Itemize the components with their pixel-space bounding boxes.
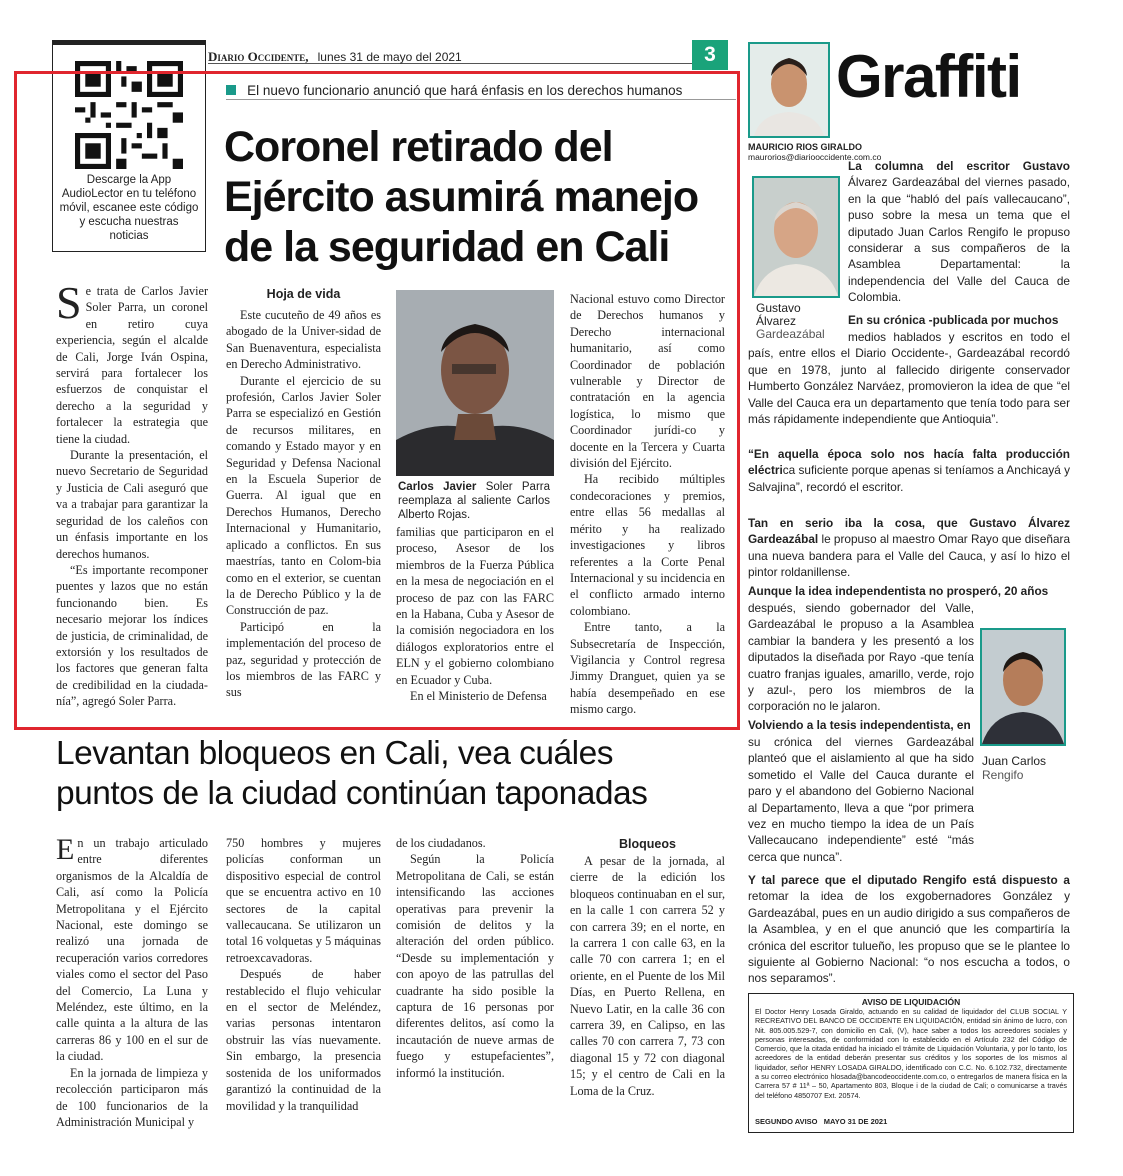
juan-carlos-photo (980, 628, 1066, 746)
photo-caption (398, 480, 550, 522)
paragraph: de los ciudadanos. (396, 836, 486, 850)
main-column-4 (570, 291, 725, 721)
graffiti-paragraph (748, 446, 1070, 495)
paragraph: Ha recibido múltiples condecoraciones y premios, entre ellas 56 medallas al mérito y ha realizado investigaciones y libros referentes a la Corte Penal Internacional y su incidencia en el conflicto armado interno colombiano. (570, 472, 725, 618)
photo-caption-bold: Carlos Javier (398, 481, 477, 493)
graffiti-title: Graffiti (836, 43, 1021, 110)
graffiti-paragraph (748, 583, 1070, 599)
graffiti-text: su crónica del viernes Gardeazábal planteó que el aislamiento al que ha sido sometido el Valle del Cauca durante el paro y el abandono del Gobierno Nacional al Departamento, lleva a que “por primera vez en mucho tiempo la idea de un País Vallecaucano independiente” esté “más cerca que nunca”. (748, 735, 974, 864)
graffiti-author-name: MAURICIO RIOS GIRALDO (748, 142, 862, 152)
kicker (226, 80, 736, 100)
graffiti-author-photo (748, 42, 830, 138)
notice-title: AVISO DE LIQUIDACIÓN (861, 997, 961, 1007)
graffiti-text: retomar la idea de los exgobernadores González y Gardeazábal, pues en un audio dirigido a sus compañeros de la Asamblea, y en el que anunció que les compartiría la crónica del escritor tulueño, les propuso que se le plantee lo siguiente al Gobierno Nacional: “o nos escucha a todos, o nos separamos”. (748, 889, 1071, 986)
second-column-3 (396, 835, 554, 1135)
paragraph: En la jornada de limpieza y recolección participaron más de 100 funcionarios de la Administración Municipal y (56, 1065, 208, 1129)
graffiti-text: medios hablados y escritos en todo el país, entre ellos el Diario Occidente-, Gardeazábal recordó que en 1978, junto al fallecido dirigente conservador Humberto González Narváez, promovieron la idea de que “el Valle del Cauca era un departamento que tenía todo para ser más rápidamente independiente que Antioquia”. (748, 330, 1070, 427)
legal-notice (748, 993, 1074, 1133)
page-number-badge: 3 (692, 40, 728, 70)
graffiti-paragraph (848, 158, 1070, 306)
second-headline-line: Levantan bloqueos en Cali, vea cuáles (56, 735, 613, 772)
issue-date: lunes 31 de mayo del 2021 (317, 50, 462, 64)
photo-caption-name: Gustavo Álvarez (756, 301, 801, 328)
qr-caption: Descarge la App AudioLector en tu teléfono móvil, escanee este código y escucha nuestras noticias (59, 174, 199, 242)
graffiti-text: le propuso al maestro Omar Rayo que diseñara una nueva bandera para el Valle del Cauca, y así lo hizo el pintor roldanillense. (748, 532, 1070, 580)
paragraph: Participó en la implementación del proceso de paz, seguridad y protección de los miembros de las FARC y sus (226, 619, 381, 700)
paragraph: 750 hombres y mujeres policías conforman un dispositivo especial de control que se encuentra activo en 10 sectores de la capital vallecaucana. Se utilizaron un total 16 volquetas y 5 máquinas retroexcavadoras. (226, 836, 381, 965)
graffiti-paragraph (748, 734, 1070, 865)
photo-caption-text: Soler Parra reemplaza al saliente Carlos Alberto Rojas. (398, 481, 550, 521)
graffiti-paragraph (748, 515, 1070, 581)
main-column-2 (226, 287, 381, 721)
lead-in: Tan en serio iba la cosa, que Gustavo Álvarez Gardeazábal (748, 516, 1070, 547)
notice-body: El Doctor Henry Losada Giraldo, actuando en su calidad de liquidador del CLUB SOCIAL Y RECREATIVO DEL BANCO DE OCCIDENTE EN LIQUIDACIÓN, entidad sin ánimo de lucro, con Nit. 805.005.529-7, con domicilio en Cali, (V), hace saber a todos los acreedores sociales y personas interesadas, de conformidad con lo establecido en el Artículo 232 del Código de Comercio, que la citada entidad ha iniciado el trámite de Liquidación Voluntaria, y por lo tanto, los acreedores de la entidad deberán presentar sus créditos y los soportes de los mismos al liquidador, señor HENRY LOSADA GIRALDO, identificado con C.C. No. 6.102.732, directamente a su correo electrónico hlosada@bancodeoccidente.com.co, o entregarlos de manera física en la Carrera 57 # 11ª – 50, Apartamento 803, Bloque i de la ciudad de Cali; o comunicarse a través del teléfono 4850707 Ext. 20574. (755, 1007, 1067, 1100)
portrait-photo (396, 290, 554, 476)
lead-in: Aunque la idea independentista no prosperó, 20 años (748, 584, 1049, 598)
second-column-1 (56, 835, 208, 1135)
paragraph: Entre tanto, a la Subsecretaría de Inspección, Vigilancia y Control regresa Jimmy Dranguet, quien ya se había desempeñado en ese mismo cargo. (570, 620, 725, 717)
main-headline-line: Ejército asumirá manejo (224, 173, 699, 221)
person-photo-icon (396, 290, 554, 476)
author-photo-icon (750, 44, 828, 136)
graffiti-paragraph (748, 717, 974, 733)
section-subhead: Bloqueos (619, 837, 676, 851)
gustavo-photo (752, 176, 840, 298)
paper-name: Diario Occidente, (208, 49, 309, 64)
paragraph: Nacional estuvo como Director de Derechos humanos y Derecho internacional humanitario, así como Coordinador de población vulnerable y Director de contratación en la agencia logística, lo mismo que Coordinador jurídi-co y docente en la Tercera y Cuarta división del Ejército. (570, 292, 725, 471)
masthead (208, 46, 708, 64)
graffiti-paragraph (748, 872, 1070, 987)
main-column-3 (396, 524, 554, 721)
second-column-2 (226, 835, 381, 1135)
main-headline-line: de la seguridad en Cali (224, 223, 670, 271)
paragraph: n un trabajo articulado entre diferentes organismos de la Alcaldía de Cali, así como la Policía Metropolitana y el Ejército Nacional, este domingo se realizó una jornada de recuperación varios corredores viales como el sector del Paso del Comercio, La Luna y Meléndez, este último, en la calle quinta a la altura de las carreras 86 y 100 en el sur de la ciudad. (56, 836, 208, 1064)
lead-in: La columna del escritor Gustavo (848, 159, 1070, 173)
lead-in: Y tal parece que el diputado Rengifo está dispuesto a (748, 873, 1070, 887)
drop-cap: S (56, 277, 82, 328)
second-headline-line: puntos de la ciudad continúan taponadas (56, 775, 648, 812)
person-photo-icon (982, 630, 1064, 744)
section-subhead: Hoja de vida (266, 287, 341, 301)
paragraph: Este cucuteño de 49 años es abogado de la Univer-sidad de San Buenaventura, especialista en Derecho Administrativo. (226, 308, 381, 372)
drop-cap: E (56, 833, 75, 866)
paragraph: e trata de Carlos Javier Soler Parra, un coronel en retiro cuya experiencia, según el alcalde de Cali, Jorge Iván Ospina, servirá para fortalecer los esfuerzos de conquistar el derecho a la seguridad y fortalecer la estrategia que tiene la ciudad. (56, 284, 208, 446)
graffiti-text: después, siendo gobernador del Valle, Gardeazábal le propuso a la Asamblea cambiar la bandera y les presentó a los diputados la diseñada por Rayo -que tenía cuatro franjas iguales, amarillo, verde, rojo y azul-, pero los miembros de la corporación no le jalaron. (748, 601, 974, 714)
graffiti-author-email: maurorios@diariooccidente.com.co (748, 152, 882, 162)
paragraph: “Es importante recomponer puentes y lazos que no están funcionando bien. Es necesario mejorar los índices de justicia, de criminalidad, de extorsión y los resultados de los factores que generan falta de credibilidad en la ciudada-nía”, agregó Soler Parra. (56, 562, 208, 709)
graffiti-text: ca suficiente porque apenas si teníamos a Anchicayá y Salvajina”, recordó el escritor. (748, 463, 1070, 494)
paragraph: familias que participaron en el proceso, Asesor de los miembros de la Fuerza Pública en la mesa de negociación en el proceso de paz con las FARC en la Habana, Cuba y Asesor de la comisión negociadora en los diálogos exploratorios entre el ELN y el gobierno colombiano en Ecuador y Cuba. (396, 525, 554, 687)
graffiti-paragraph (748, 329, 1070, 427)
photo-caption-name: Juan Carlos (982, 754, 1047, 768)
second-column-4 (570, 837, 725, 1135)
graffiti-paragraph (848, 312, 1070, 328)
kicker-text: El nuevo funcionario anunció que hará énfasis en los derechos humanos (247, 83, 683, 98)
person-photo-icon (754, 178, 838, 296)
notice-footer: SEGUNDO AVISO MAYO 31 DE 2021 (755, 1117, 888, 1126)
graffiti-text: Álvarez Gardeazábal del viernes pasado, en la que “habló del país vallecaucano”, puso sobre la mesa un tema que el diputado Juan Carlos Rengifo le propuso considerar a sus compañeros de la Asamblea Departamental: la independencia del Valle del Cauca de Colombia. (848, 175, 1070, 305)
paragraph: Después de haber restablecido el flujo vehicular en el sector de Meléndez, varias personas intentaron obstruir las vías nuevamente. Sin embargo, la presencia sostenida de los uniformados garantizó la continuidad de la movilidad y la tranquilidad (226, 967, 381, 1113)
lead-in: “En aquella época solo nos hacía falta producción eléctri (748, 447, 1070, 478)
photo-caption-surname: Rengifo (982, 768, 1024, 782)
photo-caption-surname: Gardeazábal (756, 327, 825, 341)
main-column-1 (56, 277, 208, 721)
graffiti-paragraph (748, 600, 974, 715)
lead-in: Volviendo a la tesis independentista, en (748, 718, 971, 732)
paragraph: A pesar de la jornada, al cierre de la edición los bloqueos continuaban en el sur, en la calle 1 con carrera 52 y con carrera 39; en el norte, en la carrera 1 con calle 63, en la calle 70 con carrera 1; en el oriente, en el Puente de los Mil Días, en Puerto Rellena, en Nuevo Latir, en la calle 36 con carrera 39, en Calipso, en las calles 70 con carrera 7, 73 con diagonal 15 y 72 con diagonal 15; y el centro de Cali en la Loma de la Cruz. (570, 854, 725, 1098)
main-headline-line: Coronel retirado del (224, 123, 613, 171)
second-headline (56, 734, 736, 814)
paragraph: Durante la presentación, el nuevo Secretario de Seguridad y Justicia de Cali aseguró que va a trabajar para garantizar la seguridad de los caleños con un énfasis importante en los derechos humanos. (56, 448, 208, 561)
lead-in: En su crónica -publicada por muchos (848, 313, 1059, 327)
paragraph: Durante el ejercicio de su profesión, Carlos Javier Soler Parra se especializó en Gestión de recursos militares, en comando y Estado mayor y en Seguridad y Defensa Nacional en la Escuela Superior de Guerra. Al igual que en Derechos Humanos, Derecho Internacional y Humanitario, aplicado a conflictos. En sus maestrías, tanto en Colom-bia como en el exterior, se cuentan la de Derecho Público y la de Construcción de paz. (226, 373, 381, 618)
kicker-bullet-icon (226, 85, 236, 95)
paragraph: En el Ministerio de Defensa (410, 689, 547, 704)
main-headline (224, 122, 724, 272)
paragraph: Según la Policía Metropolitana de Cali, se están intensificando las acciones operativas para prevenir la comisión de delitos y la alteración del orden público. “Desde su implementación y con apoyo de las patrullas del cuadrante ha sido posible la captura de 16 personas por diferentes delitos, así como la incautación de nueve armas de fuego y estupefacientes”, informó la institución. (396, 852, 554, 1080)
